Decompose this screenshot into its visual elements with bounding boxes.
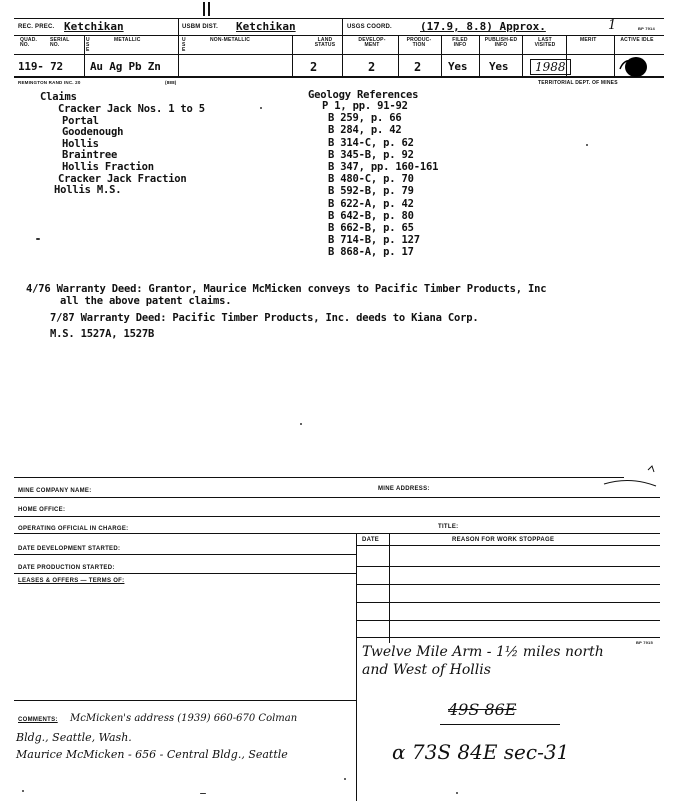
col-divider [441,35,442,77]
binding-mark [208,2,210,16]
table-divider [356,533,357,801]
form-number-2: BP 7915 [636,640,653,645]
printer-imprint: REMINGTON RAND INC. 20 [18,80,81,85]
geology-reference-item: B 642-B, p. 80 [328,209,414,222]
filed-info-value: Yes [448,60,468,73]
corner-curl [600,462,660,492]
col-divider [292,35,293,77]
operating-official-label: OPERATING OFFICIAL IN CHARGE: [18,526,129,532]
ms-marker: U [86,37,90,43]
struck-underline [440,724,560,725]
geology-reference-item: B 284, p. 42 [328,124,402,137]
geology-reference-item: B 259, p. 66 [328,112,402,125]
rec-prec-value: Ketchikan [64,20,124,33]
speck [200,793,206,794]
date-production-label: DATE PRODUCTION STARTED: [18,565,115,571]
usbm-dist-label: USBM DIST. [182,24,219,30]
geology-reference-item: B 714-B, p. 127 [328,234,420,247]
note-mineral-survey: M.S. 1527A, 1527B [50,328,155,340]
form-number: BP 7914 [638,26,655,31]
claim-item: Portal [62,114,99,127]
ms-marker: E [86,47,90,53]
non-metallic-header: NON-METALLIC [210,37,251,43]
geology-reference-item: B 345-B, p. 92 [328,148,414,161]
ms-marker: S [86,42,90,48]
production-header: PRODUC-TION [406,37,432,48]
active-idle-header: ACTIVE IDLE [620,37,654,43]
col-divider [398,35,399,77]
geology-reference-item: B 662-B, p. 65 [328,222,414,234]
usgs-coord-value: (17.9, 8.8) Approx. [420,20,546,33]
claim-item: Goodenough [62,126,124,139]
table-rule [356,602,660,603]
land-status-header: LAND STATUS [314,37,336,48]
speck [260,107,262,109]
published-info-header: PUBLISH-ED INFO [484,37,518,48]
col-divider [342,18,343,77]
claim-item: Cracker Jack Nos. 1 to 5 [58,103,205,115]
speck [344,778,346,780]
struck-coordinates: 49S 86E [448,700,517,719]
ms-marker: U [182,37,186,43]
comment-line-1: McMicken's address (1939) 660-670 Colman [70,713,298,724]
location-note-2: and West of Hollis [362,662,491,678]
speck [300,423,302,425]
geology-reference-item: B 314-C, p. 62 [328,136,414,149]
comments-label: COMMENTS: [18,717,58,723]
claim-item: Hollis [62,137,99,150]
metallic-value: Au Ag Pb Zn [90,60,161,73]
development-header: DEVELOP-MENT [358,37,386,48]
claims-heading: Claims [40,91,77,103]
col-divider [479,35,480,77]
geology-reference-item: P 1, pp. 91-92 [322,100,408,112]
reason-column-header: REASON FOR WORK STOPPAGE [452,537,555,543]
form-rule [14,573,356,574]
geology-reference-item: B 622-A, p. 42 [328,197,414,210]
table-rule [356,584,660,585]
usgs-coord-label: USGS COORD. [347,24,392,30]
form-rule [14,516,660,517]
table-rule [356,566,660,567]
mine-company-label: MINE COMPANY NAME: [18,488,92,494]
note-deed-1976: 4/76 Warranty Deed: Grantor, Maurice McMicken conveys to Pacific Timber Products, Inc [26,283,547,295]
land-status-value: 2 [310,60,318,74]
last-visited-header: LAST VISITED [534,37,556,48]
quad-no-header: QUAD. NO. [20,37,38,48]
merit-header: MERIT [580,37,597,43]
leases-label: LEASES & OFFERS — TERMS OF: [18,578,125,584]
title-label: TITLE: [438,524,459,530]
territorial-dept: TERRITORIAL DEPT. OF MINES [538,80,618,86]
comment-line-3: Maurice McMicken - 656 - Central Bldg., Seattle [16,748,288,761]
col-divider [614,35,615,77]
form-rule [14,533,660,534]
filed-info-header: FILED INFO [452,37,468,48]
township-range-coords: α 73S 84E sec-31 [392,740,570,764]
speck [456,792,458,794]
published-info-value: Yes [489,60,509,73]
claim-item: Hollis M.S. [54,184,122,197]
speck [586,144,588,146]
geology-reference-item: B 592-B, p. 79 [328,185,414,198]
mine-address-label: MINE ADDRESS: [378,486,430,492]
claim-item: Cracker Jack Fraction [58,172,187,185]
speck [36,238,40,240]
claim-item: Hollis Fraction [62,161,154,173]
ms-marker: S [182,42,186,48]
col-divider [178,18,179,77]
geology-heading: Geology References [308,89,419,101]
note-deed-1976-cont: all the above patent claims. [60,295,232,307]
printer-code: (888) [165,80,177,85]
col-divider [522,35,523,77]
geology-reference-item: B 868-A, p. 17 [328,246,414,259]
speck [22,790,24,792]
quad-serial-value: 119- 72 [18,60,63,73]
development-value: 2 [368,60,376,74]
table-rule [356,620,660,621]
active-status-dot [618,55,650,79]
metallic-header: METALLIC [114,37,141,43]
geology-reference-item: B 480-C, p. 70 [328,173,414,186]
location-note-1: Twelve Mile Arm - 1½ miles north [362,644,604,660]
date-development-label: DATE DEVELOPMENT STARTED: [18,546,121,552]
table-rule [356,637,660,638]
last-visited-value: 1988 [530,59,571,75]
lower-top-rule [14,477,624,478]
serial-no-header: SERIAL NO. [50,37,70,48]
form-rule [14,554,356,555]
comment-line-2: Bldg., Seattle, Wash. [16,731,132,744]
geology-reference-item: B 347, pp. 160-161 [328,161,439,173]
table-rule [356,545,660,546]
binding-mark [203,2,205,16]
ms-marker: E [182,47,186,53]
form-rule [14,700,356,701]
note-deed-1987: 7/87 Warranty Deed: Pacific Timber Products, Inc. deeds to Kiana Corp. [50,312,479,324]
usgs-coord-suffix: 1 [608,18,617,33]
rec-prec-label: REC. PREC. [18,24,55,30]
top-rule [14,18,664,19]
form-rule [14,497,660,498]
col-divider [84,35,85,77]
claim-item: Braintree [62,149,118,162]
production-value: 2 [414,60,422,74]
usbm-dist-value: Ketchikan [236,20,296,33]
date-column-header: DATE [362,537,380,543]
home-office-label: HOME OFFICE: [18,507,66,513]
table-divider [389,533,390,643]
